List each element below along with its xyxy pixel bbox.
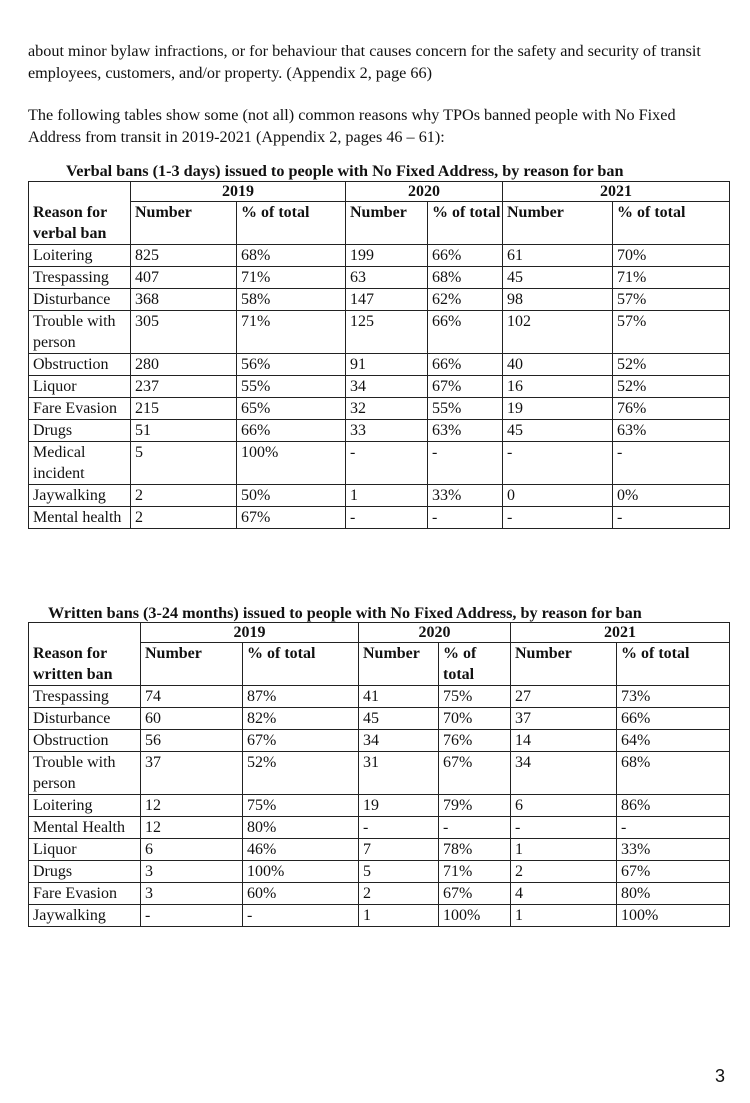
number-2019-cell: 215 bbox=[131, 397, 237, 419]
table-row bbox=[29, 419, 730, 441]
column-header-percent: % of total bbox=[613, 202, 730, 245]
percent-2021-cell: 57% bbox=[613, 288, 730, 310]
number-2020-cell: - bbox=[346, 506, 428, 528]
table-row bbox=[29, 397, 730, 419]
percent-2019-cell: 55% bbox=[237, 375, 346, 397]
percent-2020-cell: 66% bbox=[428, 310, 503, 353]
number-2021-cell: 1 bbox=[511, 839, 617, 861]
percent-2021-cell: - bbox=[617, 817, 730, 839]
year-header-row bbox=[29, 623, 730, 643]
percent-2020-cell: 67% bbox=[428, 375, 503, 397]
reason-cell: Trespassing bbox=[29, 266, 131, 288]
percent-2020-cell: - bbox=[428, 506, 503, 528]
number-2019-cell: 280 bbox=[131, 353, 237, 375]
number-2019-cell: 51 bbox=[131, 419, 237, 441]
reason-cell: Mental health bbox=[29, 506, 131, 528]
percent-2020-cell: 79% bbox=[439, 795, 511, 817]
percent-2020-cell: 78% bbox=[439, 839, 511, 861]
table-row bbox=[29, 375, 730, 397]
column-header-number: Number bbox=[141, 643, 243, 686]
reason-cell: Drugs bbox=[29, 861, 141, 883]
column-header-reason: Reason for verbal ban bbox=[29, 202, 131, 245]
column-header-row bbox=[29, 202, 730, 245]
table-row bbox=[29, 266, 730, 288]
number-2020-cell: 91 bbox=[346, 353, 428, 375]
percent-2019-cell: 100% bbox=[237, 441, 346, 484]
percent-2019-cell: 60% bbox=[243, 883, 359, 905]
percent-2019-cell: 75% bbox=[243, 795, 359, 817]
table-row bbox=[29, 244, 730, 266]
reason-cell: Liquor bbox=[29, 375, 131, 397]
table-row bbox=[29, 310, 730, 353]
number-2020-cell: - bbox=[346, 441, 428, 484]
number-2020-cell: 199 bbox=[346, 244, 428, 266]
number-2019-cell: 5 bbox=[131, 441, 237, 484]
column-header-number: Number bbox=[511, 643, 617, 686]
column-header-percent: % of total bbox=[237, 202, 346, 245]
percent-2019-cell: 65% bbox=[237, 397, 346, 419]
percent-2020-cell: 55% bbox=[428, 397, 503, 419]
percent-2021-cell: 76% bbox=[613, 397, 730, 419]
reason-cell: Jaywalking bbox=[29, 905, 141, 927]
column-header-percent: % of total bbox=[439, 643, 511, 686]
verbal-bans-rows bbox=[29, 244, 730, 528]
percent-2021-cell: 67% bbox=[617, 861, 730, 883]
reason-cell: Obstruction bbox=[29, 730, 141, 752]
number-2021-cell: 1 bbox=[511, 905, 617, 927]
percent-2020-cell: 63% bbox=[428, 419, 503, 441]
column-header-percent: % of total bbox=[617, 643, 730, 686]
verbal-bans-table bbox=[28, 181, 730, 529]
column-header-number: Number bbox=[359, 643, 439, 686]
number-2020-cell: 34 bbox=[359, 730, 439, 752]
percent-2021-cell: 71% bbox=[613, 266, 730, 288]
percent-2021-cell: 0% bbox=[613, 484, 730, 506]
reason-cell: Jaywalking bbox=[29, 484, 131, 506]
number-2019-cell: 37 bbox=[141, 752, 243, 795]
column-header-reason: Reason for written ban bbox=[29, 643, 141, 686]
number-2020-cell: 31 bbox=[359, 752, 439, 795]
year-header-2021: 2021 bbox=[511, 623, 730, 643]
table-row bbox=[29, 861, 730, 883]
number-2021-cell: - bbox=[511, 817, 617, 839]
year-header-2019: 2019 bbox=[131, 182, 346, 202]
table-row bbox=[29, 839, 730, 861]
percent-2021-cell: 73% bbox=[617, 686, 730, 708]
table-row bbox=[29, 484, 730, 506]
percent-2019-cell: 66% bbox=[237, 419, 346, 441]
table-row bbox=[29, 752, 730, 795]
number-2019-cell: 305 bbox=[131, 310, 237, 353]
header-spacer bbox=[29, 623, 141, 643]
percent-2019-cell: 80% bbox=[243, 817, 359, 839]
number-2021-cell: 19 bbox=[503, 397, 613, 419]
reason-cell: Liquor bbox=[29, 839, 141, 861]
reason-cell: Medical incident bbox=[29, 441, 131, 484]
number-2021-cell: 14 bbox=[511, 730, 617, 752]
number-2021-cell: 45 bbox=[503, 266, 613, 288]
percent-2021-cell: 70% bbox=[613, 244, 730, 266]
number-2019-cell: 237 bbox=[131, 375, 237, 397]
number-2020-cell: 34 bbox=[346, 375, 428, 397]
table-row bbox=[29, 817, 730, 839]
number-2020-cell: 45 bbox=[359, 708, 439, 730]
header-spacer bbox=[29, 182, 131, 202]
number-2019-cell: 825 bbox=[131, 244, 237, 266]
number-2019-cell: 407 bbox=[131, 266, 237, 288]
number-2020-cell: 2 bbox=[359, 883, 439, 905]
number-2021-cell: 27 bbox=[511, 686, 617, 708]
table-row bbox=[29, 506, 730, 528]
percent-2020-cell: 68% bbox=[428, 266, 503, 288]
table-row bbox=[29, 353, 730, 375]
percent-2020-cell: 62% bbox=[428, 288, 503, 310]
reason-cell: Trouble with person bbox=[29, 310, 131, 353]
percent-2020-cell: 100% bbox=[439, 905, 511, 927]
percent-2019-cell: - bbox=[243, 905, 359, 927]
number-2020-cell: 147 bbox=[346, 288, 428, 310]
number-2019-cell: 12 bbox=[141, 795, 243, 817]
table-row bbox=[29, 730, 730, 752]
number-2021-cell: 0 bbox=[503, 484, 613, 506]
percent-2019-cell: 87% bbox=[243, 686, 359, 708]
year-header-2019: 2019 bbox=[141, 623, 359, 643]
number-2021-cell: 45 bbox=[503, 419, 613, 441]
number-2020-cell: 41 bbox=[359, 686, 439, 708]
reason-cell: Fare Evasion bbox=[29, 397, 131, 419]
number-2021-cell: 16 bbox=[503, 375, 613, 397]
column-header-row bbox=[29, 643, 730, 686]
number-2019-cell: 2 bbox=[131, 506, 237, 528]
percent-2021-cell: - bbox=[613, 506, 730, 528]
percent-2021-cell: 63% bbox=[613, 419, 730, 441]
year-header-2020: 2020 bbox=[359, 623, 511, 643]
percent-2019-cell: 67% bbox=[237, 506, 346, 528]
reason-cell: Trespassing bbox=[29, 686, 141, 708]
number-2020-cell: 5 bbox=[359, 861, 439, 883]
number-2019-cell: 368 bbox=[131, 288, 237, 310]
table-row bbox=[29, 441, 730, 484]
percent-2019-cell: 82% bbox=[243, 708, 359, 730]
number-2020-cell: 63 bbox=[346, 266, 428, 288]
percent-2020-cell: 33% bbox=[428, 484, 503, 506]
number-2021-cell: 37 bbox=[511, 708, 617, 730]
written-bans-table-title: Written bans (3-24 months) issued to people with No Fixed Address, by reason for ban bbox=[48, 604, 642, 622]
percent-2020-cell: 70% bbox=[439, 708, 511, 730]
reason-cell: Loitering bbox=[29, 244, 131, 266]
year-header-2021: 2021 bbox=[503, 182, 730, 202]
percent-2020-cell: 71% bbox=[439, 861, 511, 883]
percent-2021-cell: 64% bbox=[617, 730, 730, 752]
number-2020-cell: 1 bbox=[346, 484, 428, 506]
written-bans-table bbox=[28, 622, 730, 927]
percent-2021-cell: 57% bbox=[613, 310, 730, 353]
column-header-number: Number bbox=[503, 202, 613, 245]
table-row bbox=[29, 708, 730, 730]
percent-2019-cell: 52% bbox=[243, 752, 359, 795]
percent-2019-cell: 68% bbox=[237, 244, 346, 266]
percent-2020-cell: - bbox=[428, 441, 503, 484]
number-2019-cell: 6 bbox=[141, 839, 243, 861]
intro-paragraph-continuation: about minor bylaw infractions, or for behaviour that causes concern for the safety and security of transit employees, customers, and/or property. (Appendix 2, page 66) bbox=[28, 42, 701, 82]
reason-cell: Fare Evasion bbox=[29, 883, 141, 905]
written-bans-rows bbox=[29, 686, 730, 927]
reason-cell: Disturbance bbox=[29, 708, 141, 730]
column-header-number: Number bbox=[131, 202, 237, 245]
number-2019-cell: 3 bbox=[141, 861, 243, 883]
table-row bbox=[29, 905, 730, 927]
table-row bbox=[29, 795, 730, 817]
number-2021-cell: - bbox=[503, 506, 613, 528]
percent-2020-cell: 67% bbox=[439, 883, 511, 905]
number-2021-cell: 98 bbox=[503, 288, 613, 310]
column-header-percent: % of total bbox=[243, 643, 359, 686]
number-2019-cell: 12 bbox=[141, 817, 243, 839]
percent-2021-cell: 86% bbox=[617, 795, 730, 817]
number-2021-cell: 4 bbox=[511, 883, 617, 905]
number-2020-cell: 125 bbox=[346, 310, 428, 353]
percent-2020-cell: 67% bbox=[439, 752, 511, 795]
percent-2021-cell: 52% bbox=[613, 375, 730, 397]
percent-2019-cell: 46% bbox=[243, 839, 359, 861]
percent-2021-cell: 100% bbox=[617, 905, 730, 927]
percent-2019-cell: 67% bbox=[243, 730, 359, 752]
number-2021-cell: 40 bbox=[503, 353, 613, 375]
table-row bbox=[29, 686, 730, 708]
year-header-row bbox=[29, 182, 730, 202]
number-2019-cell: 60 bbox=[141, 708, 243, 730]
percent-2020-cell: 75% bbox=[439, 686, 511, 708]
table-row bbox=[29, 883, 730, 905]
percent-2020-cell: 66% bbox=[428, 244, 503, 266]
number-2020-cell: - bbox=[359, 817, 439, 839]
percent-2021-cell: 52% bbox=[613, 353, 730, 375]
page-number: 3 bbox=[715, 1066, 726, 1086]
number-2020-cell: 32 bbox=[346, 397, 428, 419]
percent-2020-cell: 76% bbox=[439, 730, 511, 752]
column-header-number: Number bbox=[346, 202, 428, 245]
number-2019-cell: - bbox=[141, 905, 243, 927]
reason-cell: Obstruction bbox=[29, 353, 131, 375]
percent-2019-cell: 56% bbox=[237, 353, 346, 375]
tables-intro-paragraph: The following tables show some (not all) common reasons why TPOs banned people with No Fixed Address from transit in 2019-2021 (Appendix 2, pages 46 – 61): bbox=[28, 106, 676, 146]
percent-2019-cell: 71% bbox=[237, 266, 346, 288]
number-2021-cell: 34 bbox=[511, 752, 617, 795]
table-row bbox=[29, 288, 730, 310]
number-2021-cell: - bbox=[503, 441, 613, 484]
percent-2020-cell: 66% bbox=[428, 353, 503, 375]
reason-cell: Disturbance bbox=[29, 288, 131, 310]
percent-2021-cell: 68% bbox=[617, 752, 730, 795]
reason-cell: Drugs bbox=[29, 419, 131, 441]
percent-2019-cell: 71% bbox=[237, 310, 346, 353]
reason-cell: Mental Health bbox=[29, 817, 141, 839]
number-2019-cell: 74 bbox=[141, 686, 243, 708]
year-header-2020: 2020 bbox=[346, 182, 503, 202]
percent-2019-cell: 100% bbox=[243, 861, 359, 883]
number-2020-cell: 7 bbox=[359, 839, 439, 861]
number-2021-cell: 61 bbox=[503, 244, 613, 266]
percent-2021-cell: 66% bbox=[617, 708, 730, 730]
reason-cell: Loitering bbox=[29, 795, 141, 817]
column-header-percent: % of total bbox=[428, 202, 503, 245]
number-2020-cell: 33 bbox=[346, 419, 428, 441]
number-2019-cell: 56 bbox=[141, 730, 243, 752]
percent-2019-cell: 58% bbox=[237, 288, 346, 310]
number-2020-cell: 1 bbox=[359, 905, 439, 927]
percent-2021-cell: 80% bbox=[617, 883, 730, 905]
number-2020-cell: 19 bbox=[359, 795, 439, 817]
number-2021-cell: 6 bbox=[511, 795, 617, 817]
percent-2019-cell: 50% bbox=[237, 484, 346, 506]
percent-2021-cell: - bbox=[613, 441, 730, 484]
percent-2021-cell: 33% bbox=[617, 839, 730, 861]
number-2019-cell: 3 bbox=[141, 883, 243, 905]
verbal-bans-table-title: Verbal bans (1-3 days) issued to people with No Fixed Address, by reason for ban bbox=[66, 162, 624, 180]
percent-2020-cell: - bbox=[439, 817, 511, 839]
number-2021-cell: 102 bbox=[503, 310, 613, 353]
number-2019-cell: 2 bbox=[131, 484, 237, 506]
number-2021-cell: 2 bbox=[511, 861, 617, 883]
reason-cell: Trouble with person bbox=[29, 752, 141, 795]
